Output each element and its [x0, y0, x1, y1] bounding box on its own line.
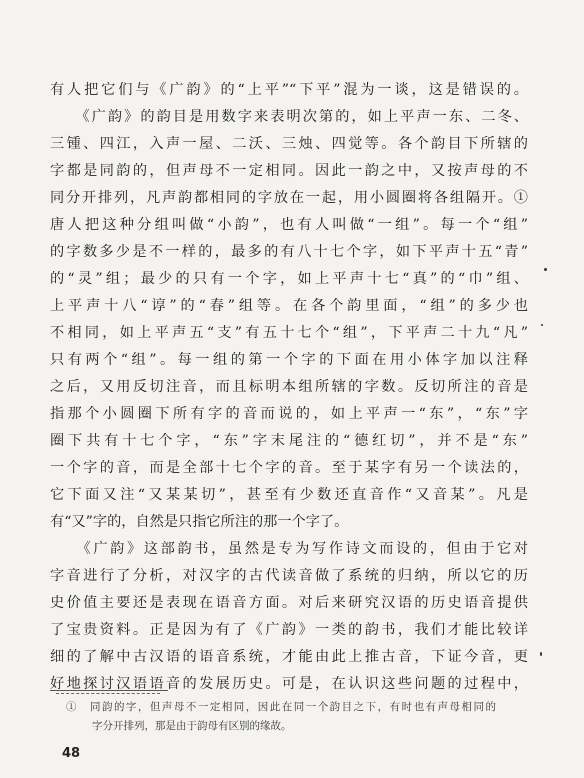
text-line: 有人把它们与《广韵》的“上平”“下平”混为一谈，这是错误的。	[50, 82, 528, 98]
text-line: 了宝贵资料。正是因为有了《广韵》一类的韵书，我们才能比较详	[50, 622, 528, 638]
footnote-line: 字分开排列，那是由于韵母有区别的缘故。	[92, 720, 292, 732]
text-line: 一个字的音，而是全部十七个字的音。至于某字有另一个读法的，	[50, 460, 528, 476]
text-line: 《广韵》这部韵书，虽然是专为写作诗文而设的，但由于它对	[50, 541, 528, 557]
text-line: 好地探讨汉语语音的发展历史。可是，在认识这些问题的过程中，	[50, 676, 528, 692]
footnote	[66, 698, 496, 736]
text-line: 《广韵》的韵目是用数字来表明次第的，如上平声一东、二冬、	[50, 109, 528, 125]
footnote-divider	[50, 690, 168, 691]
text-line: 圈下共有十七个字，“东”字末尾注的“德红切”，并不是“东”	[50, 433, 528, 449]
scan-speck	[541, 324, 543, 326]
text-line: 的“灵”组；最少的只有一个字，如上平声十七“真”的“巾”组、	[50, 271, 528, 287]
text-line: 史价值主要还是表现在语音方面。对后来研究汉语的历史语音提供	[50, 595, 528, 611]
page-number: 48	[62, 746, 81, 761]
text-line: 三锺、四江，入声一屋、二沃、三烛、四觉等。各个韵目下所辖的	[50, 136, 528, 152]
text-line: 字音进行了分析，对汉字的古代读音做了系统的归纳，所以它的历	[50, 568, 528, 584]
text-line: 它下面又注“又某某切”，甚至有少数还直音作“又音某”。凡是	[50, 487, 528, 503]
footnote-divider-dash	[56, 693, 160, 694]
text-line: 的字数多少是不一样的，最多的有八十七个字，如下平声十五“青”	[50, 244, 528, 260]
text-line: 唐人把这种分组叫做“小韵”，也有人叫做“一组”。每一个“组”	[50, 217, 528, 233]
body-text	[50, 77, 528, 698]
text-line: 同分开排列，凡声韵都相同的字放在一起，用小圆圈将各组隔开。①	[50, 190, 528, 206]
footnote-line: ① 同韵的字，但声母不一定相同，因此在同一个韵目之下，有时也有声母相同的	[66, 701, 496, 713]
text-line: 细的了解中古汉语的语音系统，才能由此上推古音，下证今音，更	[50, 649, 528, 665]
text-line: 只有两个“组”。每一组的第一个字的下面在用小体字加以注释	[50, 352, 528, 368]
text-line: 字都是同韵的，但声母不一定相同。因此一韵之中，又按声母的不	[50, 163, 528, 179]
text-line: 上平声十八“谆”的“春”组等。在各个韵里面，“组”的多少也	[50, 298, 528, 314]
scan-speck	[544, 268, 547, 271]
text-line: 之后，又用反切注音，而且标明本组所辖的字数。反切所注的音是	[50, 379, 528, 395]
scan-speck	[540, 652, 542, 656]
text-line: 指那个小圆圈下所有字的音而说的，如上平声一“东”，“东”字	[50, 406, 528, 422]
text-line: 不相同，如上平声五“支”有五十七个“组”，下平声二十九“凡”	[50, 325, 528, 341]
text-line: 有“又”字的，自然是只指它所注的那一个字了。	[50, 514, 349, 530]
